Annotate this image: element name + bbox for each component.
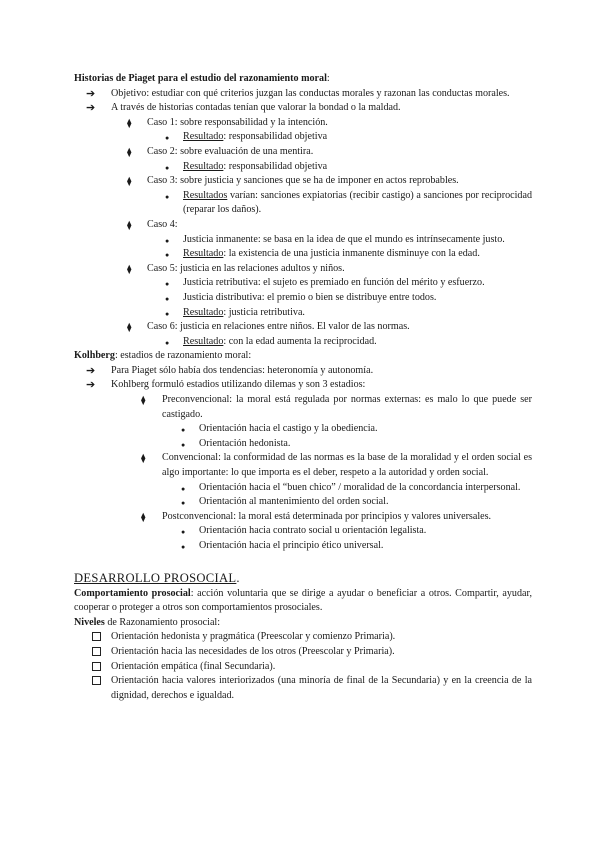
- case-3: ⧫ Caso 3: sobre justicia y sanciones que se ha de imponer en actos reprobables.: [74, 174, 532, 189]
- case-4-result: ● Resultado: la existencia de una justicia inmanente disminuye con la edad.: [74, 247, 532, 262]
- dot-bullet-icon: ●: [181, 543, 186, 551]
- piaget-title-suffix: :: [326, 73, 330, 84]
- checkbox-icon[interactable]: [92, 662, 101, 671]
- arrow-icon: ➔: [86, 364, 96, 377]
- case-6-result: ● Resultado: con la edad aumenta la reciprocidad.: [74, 335, 532, 350]
- case-2-result: ● Resultado: responsabilidad objetiva: [74, 160, 532, 175]
- stage-preconvencional: ⧫ Preconvencional: la moral está regulada por normas externas: es malo lo que puede ser castigado.: [141, 394, 532, 420]
- piaget-bullet-2: ➔ A través de historias contadas tenían que valorar la bondad o la maldad.: [86, 102, 401, 115]
- document-content: [74, 72, 532, 703]
- piaget-bullet-1: ➔ Objetivo: estudiar con qué criterios juzgan las conductas morales y razonan las conductas morales.: [86, 87, 510, 100]
- dot-bullet-icon: ●: [165, 236, 170, 245]
- level-4: Orientación hacia valores interiorizados (una minoría de final de la Secundaria) y en la creencia de la dignidad, derechos e igualdad.: [74, 674, 532, 703]
- stage-2-item-1: ● Orientación hacia el “buen chico” / moralidad de la concordancia interpersonal.: [74, 481, 532, 496]
- prosocial-levels-heading: Niveles de Razonamiento prosocial:: [74, 616, 221, 628]
- dot-bullet-icon: ●: [165, 280, 170, 289]
- case-5-item-2: ● Justicia distributiva: el premio o bien se distribuye entre todos.: [74, 291, 532, 306]
- case-1-result: ● Resultado: responsabilidad objetiva: [74, 130, 532, 145]
- dot-bullet-icon: ●: [165, 192, 170, 201]
- diamond-bullet-icon: ⧫: [127, 322, 132, 333]
- level-3: Orientación empática (final Secundaria).: [74, 660, 532, 675]
- level-1: Orientación hedonista y pragmática (Preescolar y comienzo Primaria).: [74, 630, 532, 645]
- prosocial-title-suffix: .: [236, 570, 240, 585]
- checkbox-icon[interactable]: [92, 676, 101, 685]
- diamond-bullet-icon: ⧫: [141, 395, 146, 406]
- diamond-bullet-icon: ⧫: [127, 263, 132, 274]
- case-6: ⧫ Caso 6: justicia en relaciones entre niños. El valor de las normas.: [74, 320, 532, 335]
- prosocial-title: DESARROLLO PROSOCIAL: [74, 570, 237, 585]
- diamond-bullet-icon: ⧫: [127, 117, 132, 128]
- stage-3-item-1: ● Orientación hacia contrato social u orientación legalista.: [74, 524, 532, 539]
- case-5: ⧫ Caso 5: justicia en las relaciones adultos y niños.: [74, 262, 532, 277]
- kohlberg-title: Kolhberg: [74, 350, 115, 362]
- dot-bullet-icon: ●: [165, 134, 170, 143]
- dot-bullet-icon: ●: [165, 338, 170, 347]
- dot-bullet-icon: ●: [181, 426, 186, 435]
- arrow-icon: ➔: [86, 379, 96, 392]
- kohlberg-bullet-1: ➔ Para Piaget sólo había dos tendencias: heteronomía y autonomía.: [86, 364, 374, 377]
- case-3-result: ● Resultados varían: sanciones expiatorias (recibir castigo) a sanciones por reciprocidad (reparar los daños).: [165, 189, 532, 216]
- stage-2-item-2: ● Orientación al mantenimiento del orden social.: [74, 495, 532, 510]
- dot-bullet-icon: ●: [165, 309, 170, 318]
- case-5-item-1: ● Justicia retributiva: el sujeto es premiado en función del mérito y esfuerzo.: [74, 276, 532, 291]
- kohlberg-heading: [74, 349, 532, 364]
- diamond-bullet-icon: ⧫: [127, 219, 132, 230]
- case-4: ⧫ Caso 4:: [74, 218, 532, 233]
- dot-bullet-icon: ●: [181, 528, 186, 537]
- stage-1-item-2: ● Orientación hedonista.: [74, 437, 532, 452]
- dot-bullet-icon: ●: [181, 499, 186, 508]
- kohlberg-bullet-2: ➔ Kohlberg formuló estadios utilizando dilemas y son 3 estadios:: [86, 379, 366, 392]
- case-2: ⧫ Caso 2: sobre evaluación de una mentira.: [74, 145, 532, 160]
- checkbox-icon[interactable]: [92, 647, 101, 656]
- arrow-icon: ➔: [86, 87, 96, 100]
- case-4-item-1: ● Justicia inmanente: se basa en la idea de que el mundo es intrínsecamente justo.: [74, 233, 532, 248]
- diamond-bullet-icon: ⧫: [127, 176, 132, 187]
- prosocial-definition: Comportamiento prosocial: acción voluntaria que se dirige a ayudar o beneficiar a otros. Compartir, ayudar, cooperar o proteger a otros son comportamientos prosociales.: [74, 587, 532, 614]
- diamond-bullet-icon: ⧫: [141, 453, 146, 464]
- stage-convencional: ⧫ Convencional: la conformidad de las normas es la base de la moralidad y el orden social es algo importante: lo que importa es el deber, respeto a la autoridad y orden social.: [141, 452, 532, 479]
- stage-1-item-1: ● Orientación hacia el castigo y la obediencia.: [74, 422, 532, 437]
- diamond-bullet-icon: ⧫: [127, 146, 132, 157]
- level-2: Orientación hacia las necesidades de los otros (Preescolar y Primaria).: [74, 645, 532, 660]
- checkbox-icon[interactable]: [92, 632, 101, 641]
- dot-bullet-icon: ●: [165, 251, 170, 260]
- arrow-icon: ➔: [86, 102, 96, 115]
- dot-bullet-icon: ●: [181, 440, 186, 449]
- stage-3-item-2: ● Orientación hacia el principio ético universal.: [74, 539, 532, 554]
- piaget-title: Historias de Piaget para el estudio del razonamiento moral: [74, 73, 327, 84]
- dot-bullet-icon: ●: [165, 163, 170, 172]
- kohlberg-title-suffix: : estadios de razonamiento moral:: [114, 350, 252, 362]
- case-1: ⧫ Caso 1: sobre responsabilidad y la intención.: [74, 116, 532, 131]
- case-5-result: ● Resultado: justicia retributiva.: [74, 306, 532, 321]
- stage-postconvencional: ⧫ Postconvencional: la moral está determinada por principios y valores universales.: [74, 510, 532, 525]
- prosocial-heading: [74, 569, 532, 587]
- dot-bullet-icon: ●: [181, 484, 186, 493]
- piaget-heading: [74, 72, 532, 87]
- diamond-bullet-icon: ⧫: [141, 511, 146, 522]
- dot-bullet-icon: ●: [165, 294, 170, 303]
